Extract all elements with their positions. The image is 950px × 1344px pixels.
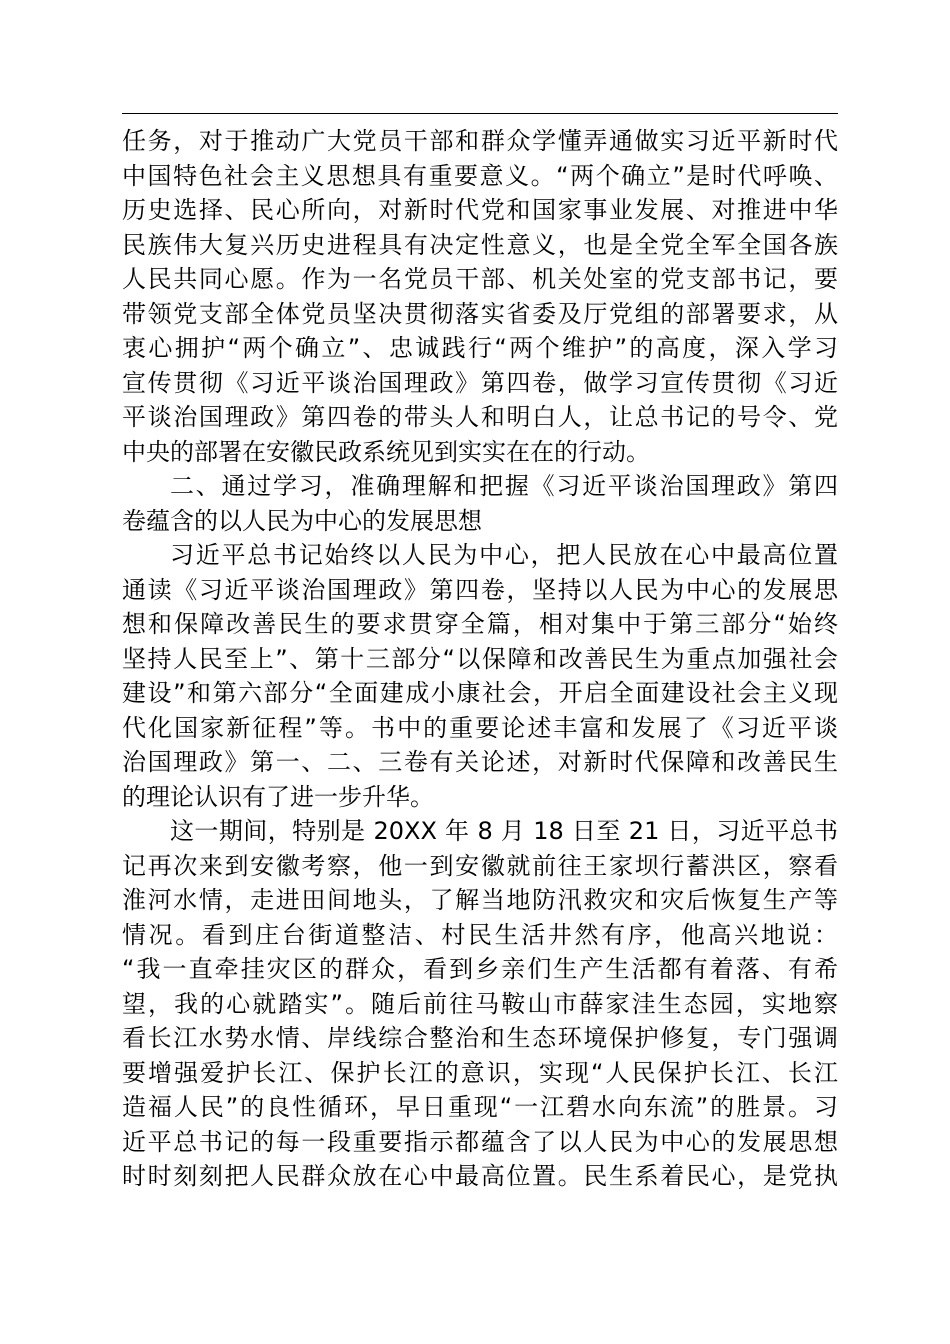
body-line: 建设”和第六部分“全面建成小康社会，开启全面建设社会主义现: [122, 679, 838, 707]
body-line: 近平总书记的每一段重要指示都蕴含了以人民为中心的发展思想: [122, 1127, 838, 1156]
body-line: 宣传贯彻《习近平谈治国理政》第四卷，做学习宣传贯彻《习近: [122, 368, 838, 397]
body-line: 中国特色社会主义思想具有重要意义。“两个确立”是时代呼唤、: [122, 161, 838, 190]
body-line: 望，我的心就踏实”。随后前往马鞍山市薛家洼生态园，实地察: [122, 989, 838, 1018]
body-line: 中央的部署在安徽民政系统见到实实在在的行动。: [122, 437, 650, 466]
body-line: 通读《习近平谈治国理政》第四卷，坚持以人民为中心的发展思: [122, 575, 838, 604]
body-line: 历史选择、民心所向，对新时代党和国家事业发展、对推进中华: [122, 196, 838, 224]
section-heading-line: 卷蕴含的以人民为中心的发展思想: [122, 506, 482, 535]
body-line: 平谈治国理政》第四卷的带头人和明白人，让总书记的号令、党: [122, 403, 838, 431]
body-line: 要增强爱护长江、保护长江的意识，实现“人民保护长江、长江: [122, 1058, 838, 1087]
body-line: 情况。看到庄台街道整洁、村民生活井然有序，他高兴地说：: [122, 920, 838, 949]
body-line: 习近平总书记始终以人民为中心，把人民放在心中最高位置: [170, 541, 838, 569]
body-line: 治国理政》第一、二、三卷有关论述，对新时代保障和改善民生: [122, 748, 838, 776]
document-body: [122, 124, 838, 1194]
body-line: 这一期间，特别是 20XX 年 8 月 18 日至 21 日，习近平总书: [170, 817, 838, 845]
section-heading-line: 二、通过学习，准确理解和把握《习近平谈治国理政》第四: [170, 472, 838, 500]
body-line: 记再次来到安徽考察，他一到安徽就前往王家坝行蓄洪区，察看: [122, 851, 838, 880]
body-line: 想和保障改善民生的要求贯穿全篇，相对集中于第三部分“始终: [122, 610, 838, 638]
body-line: 人民共同心愿。作为一名党员干部、机关处室的党支部书记，要: [122, 265, 838, 293]
body-line: 带领党支部全体党员坚决贯彻落实省委及厅党组的部署要求，从: [122, 299, 838, 328]
body-line: 民族伟大复兴历史进程具有决定性意义，也是全党全军全国各族: [122, 230, 838, 259]
body-line: 时时刻刻把人民群众放在心中最高位置。民生系着民心，是党执: [122, 1162, 838, 1190]
body-line: 淮河水情，走进田间地头，了解当地防汛救灾和灾后恢复生产等: [122, 886, 838, 914]
body-line: 的理论认识有了进一步升华。: [122, 782, 434, 811]
body-line: 造福人民”的良性循环，早日重现“一江碧水向东流”的胜景。习: [122, 1093, 838, 1121]
body-line: 看长江水势水情、岸线综合整治和生态环境保护修复，专门强调: [122, 1024, 838, 1052]
body-line: 代化国家新征程”等。书中的重要论述丰富和发展了《习近平谈: [122, 713, 838, 742]
body-line: 衷心拥护“两个确立”、忠诚践行“两个维护”的高度，深入学习: [122, 334, 838, 362]
body-line: 任务，对于推动广大党员干部和群众学懂弄通做实习近平新时代: [122, 127, 838, 155]
body-line: 坚持人民至上”、第十三部分“以保障和改善民生为重点加强社会: [122, 644, 838, 673]
header-divider: [122, 113, 838, 114]
body-line: “我一直牵挂灾区的群众，看到乡亲们生产生活都有着落、有希: [122, 955, 838, 983]
